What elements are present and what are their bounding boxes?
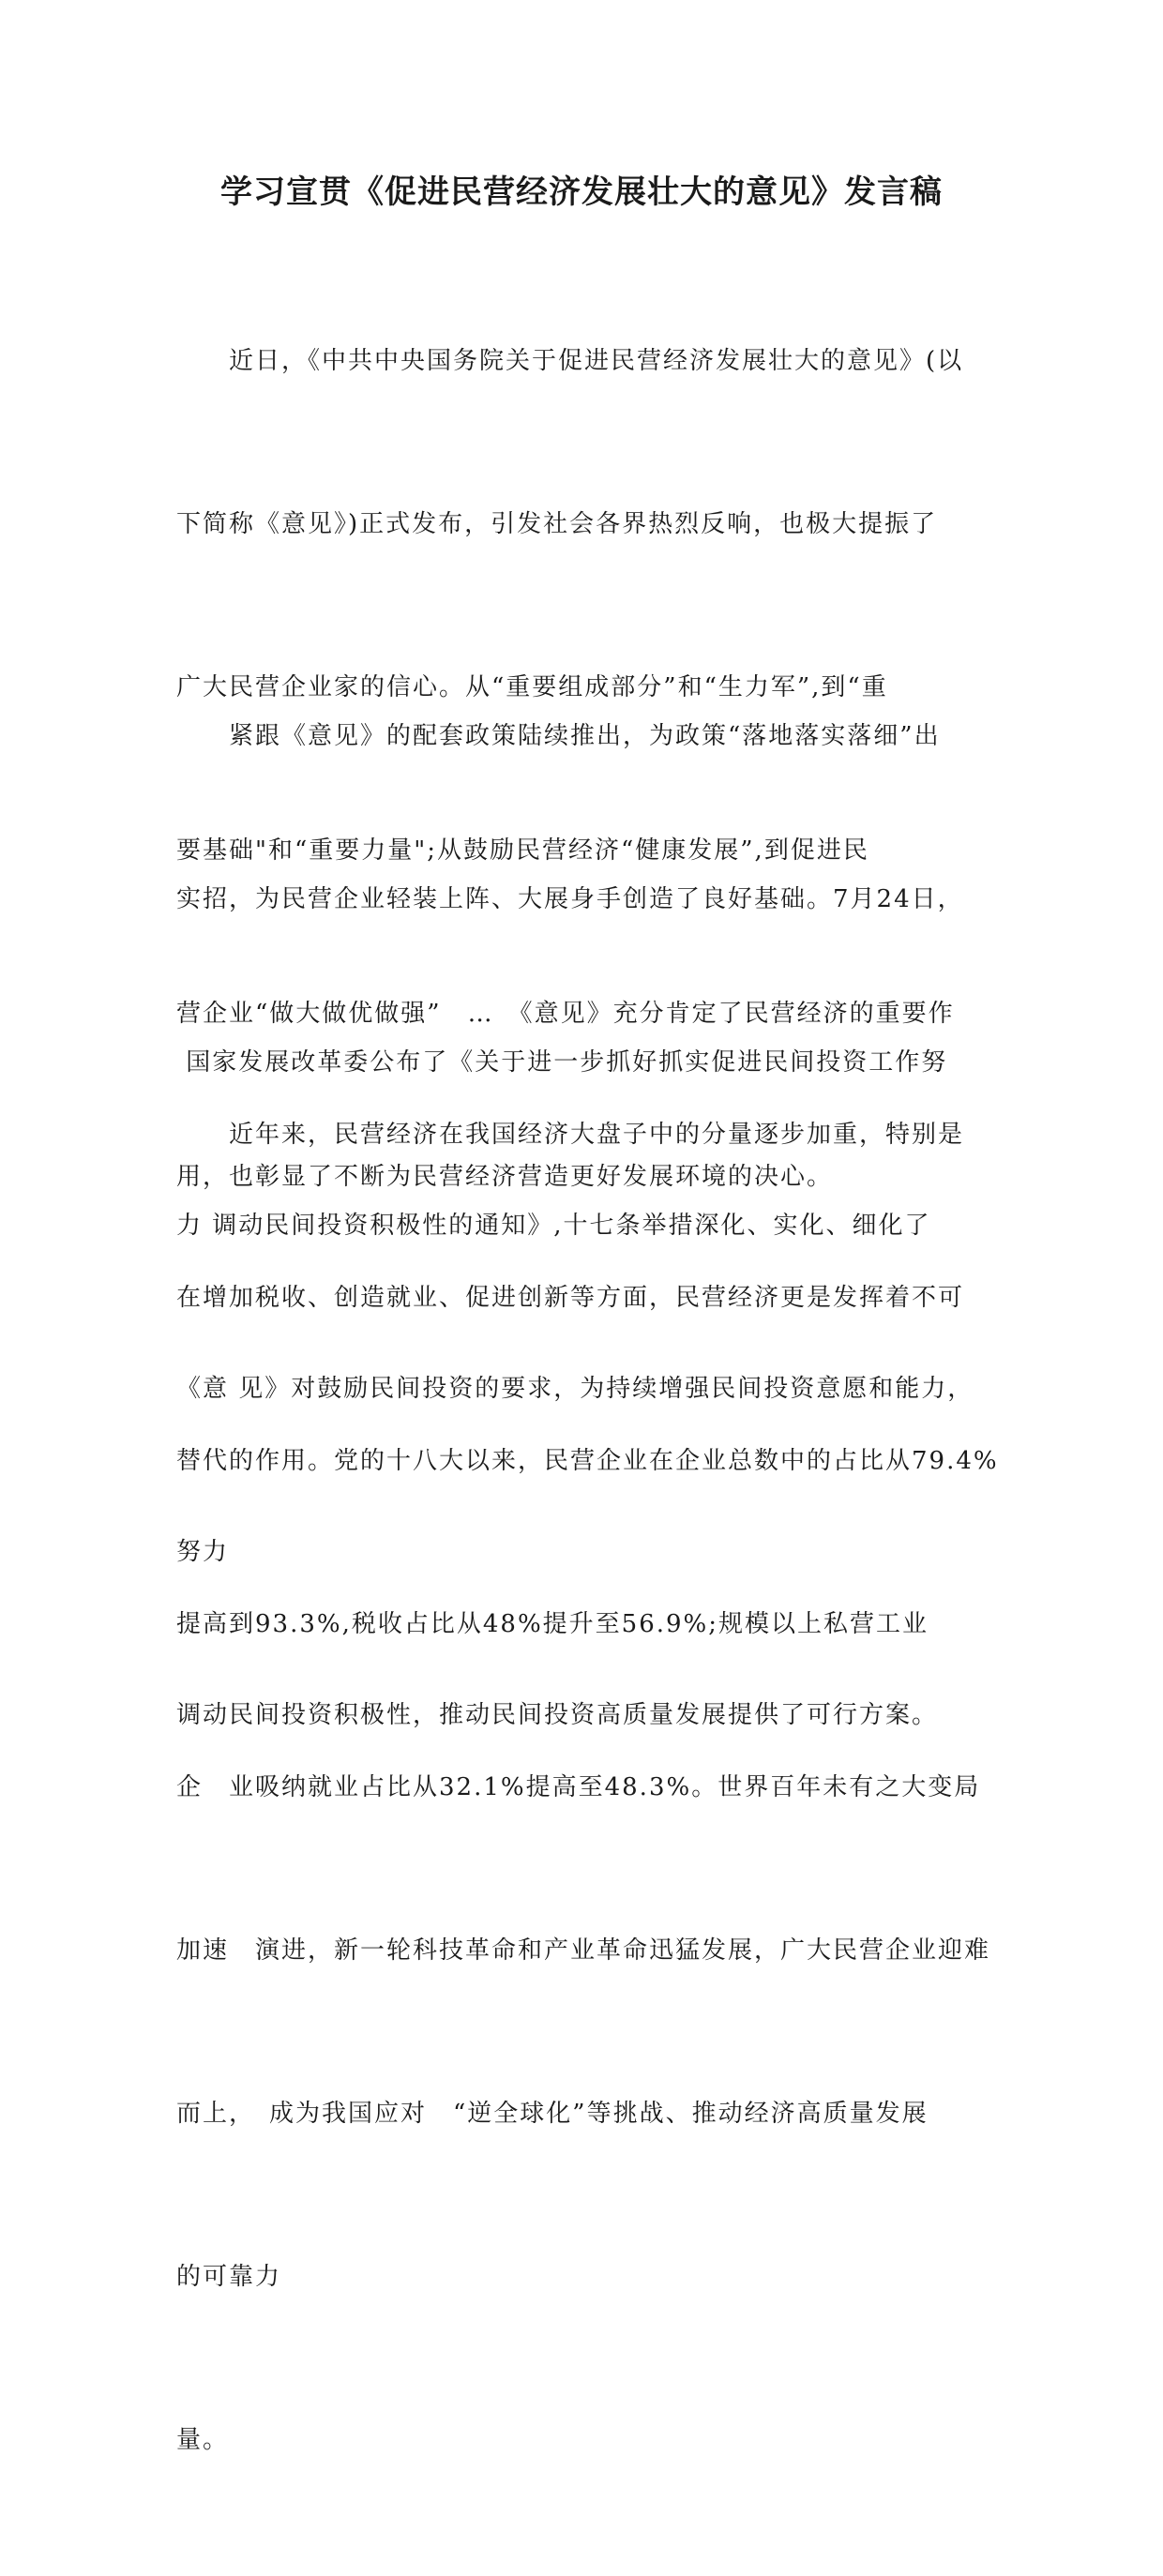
- text-line: 的可靠力: [176, 2263, 282, 2291]
- text-line: 加速 演进，新一轮科技革命和产业革命迅猛发展，广大民营企业迎难: [176, 1936, 991, 1965]
- text-line: 实招，为民营企业轻装上阵、大展身手创造了良好基础。7月24日，: [176, 885, 964, 913]
- text-line: 提高到93.3%,税收占比从48%提升至56.9%;规模以上私营工业: [176, 1610, 929, 1638]
- text-line: 广大民营企业家的信心。从“重要组成部分”和“生力军”,到“重: [176, 673, 888, 701]
- text-line: 替代的作用。党的十八大以来，民营企业在企业总数中的占比从79.4%: [176, 1447, 999, 1475]
- text-line: 紧跟《意见》的配套政策陆续推出，为政策“落地落实落细”出: [176, 722, 941, 750]
- text-line: 下简称《意见》)正式发布，引发社会各界热烈反响，也极大提振了: [176, 510, 938, 538]
- text-line: 企 业吸纳就业占比从32.1%提高至48.3%。世界百年未有之大变局: [176, 1773, 981, 1801]
- text-line: 国家发展改革委公布了《关于进一步抓好抓实促进民间投资工作努: [176, 1048, 948, 1077]
- text-line: 近年来，民营经济在我国经济大盘子中的分量逐步加重，特别是: [176, 1121, 965, 1149]
- text-line: 在增加税收、创造就业、促进创新等方面，民营经济更是发挥着不可: [176, 1284, 965, 1312]
- text-line: 而上， 成为我国应对 “逆全球化”等挑战、推动经济高质量发展: [176, 2100, 929, 2128]
- text-line: 《意 见》对鼓励民间投资的要求，为持续增强民间投资意愿和能力，: [176, 1375, 974, 1403]
- text-line: 调动民间投资积极性，推动民间投资高质量发展提供了可行方案。: [176, 1701, 939, 1729]
- paragraph-3: [176, 999, 1002, 2576]
- text-line: 力 调动民间投资积极性的通知》,十七条举措深化、实化、细化了: [176, 1212, 931, 1240]
- document-title: 学习宣贯《促进民营经济发展壮大的意见》发言稿: [220, 173, 943, 211]
- text-line: 近日，《中共中央国务院关于促进民营经济发展壮大的意见》(以: [176, 347, 964, 375]
- text-line: 努力: [176, 1538, 230, 1566]
- text-line: 要基础"和“重要力量";从鼓励民营经济“健康发展”,到促进民: [176, 836, 869, 865]
- text-line: 量。: [176, 2426, 230, 2454]
- text-line: 营企业“做大做优做强” … 《意见》充分肯定了民营经济的重要作: [176, 1000, 955, 1028]
- text-line: 用，也彰显了不断为民营经济营造更好发展环境的决心。: [176, 1163, 834, 1191]
